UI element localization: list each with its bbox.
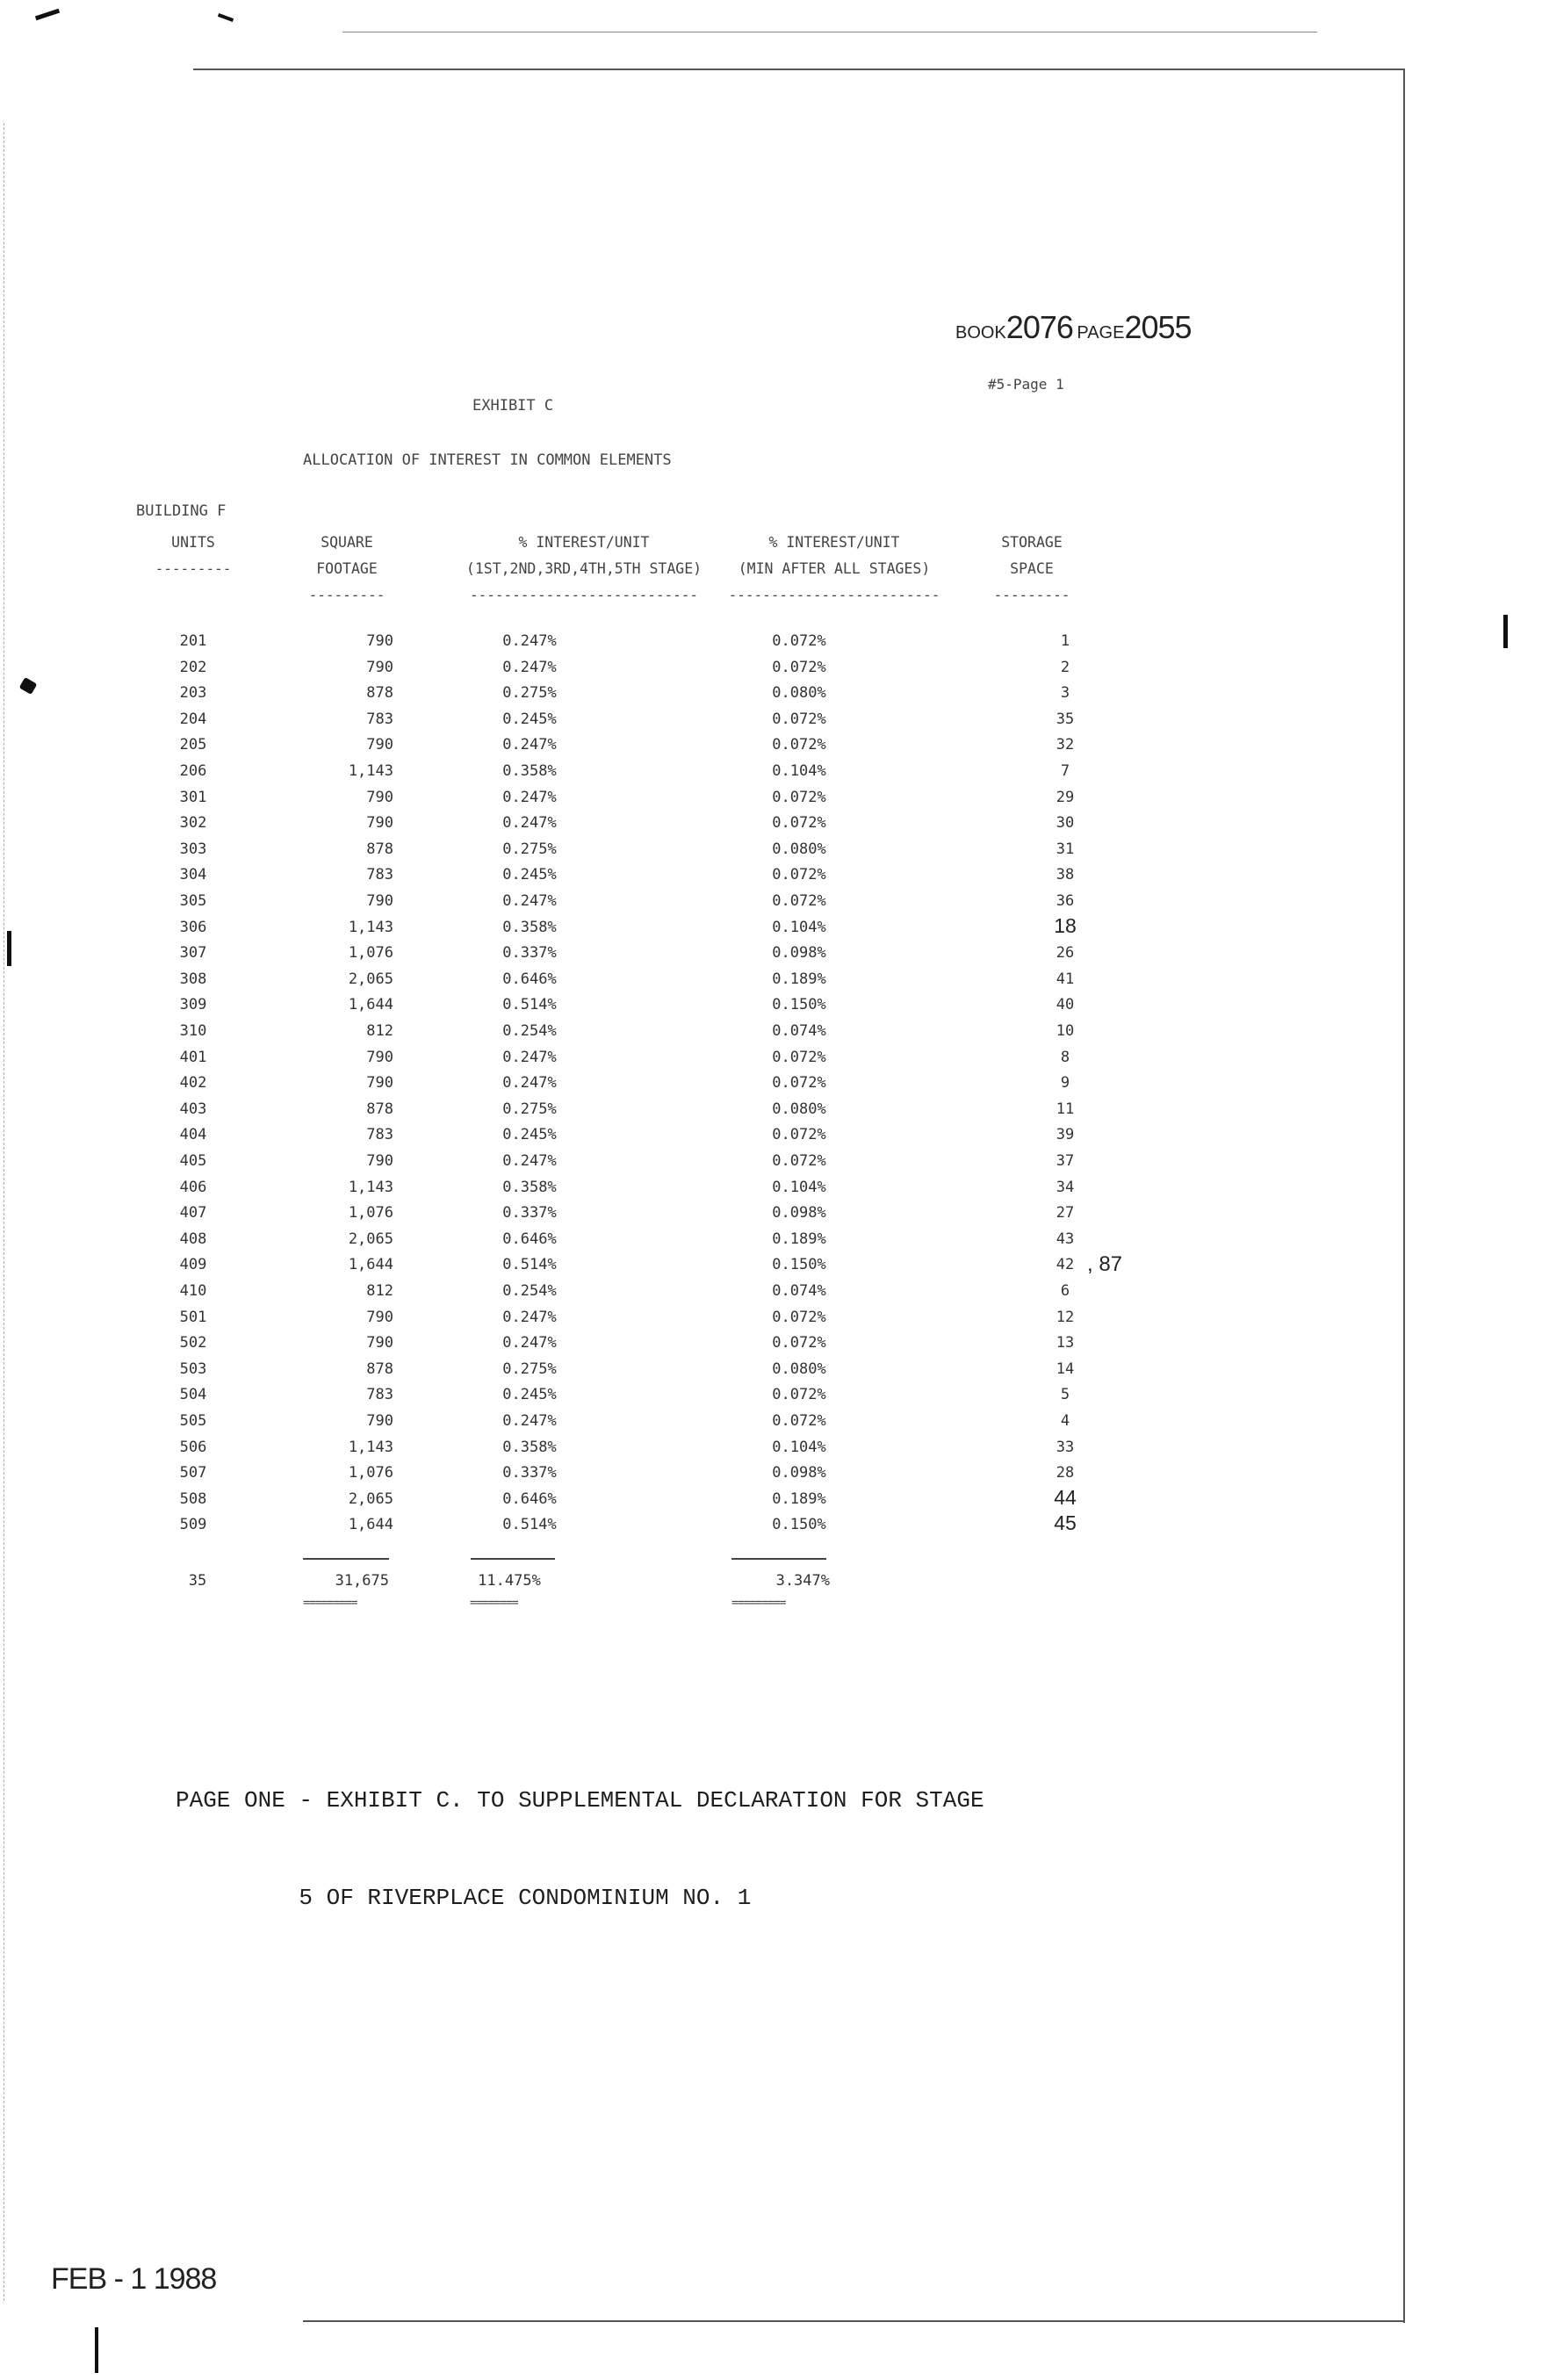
square-footage-cell: 2,065 (348, 1230, 393, 1248)
interest-stage-cell: 0.247% (502, 1048, 557, 1066)
unit-cell: 309 (179, 996, 207, 1014)
table-row (0, 1252, 1229, 1282)
interest-stage-cell: 0.245% (502, 1386, 557, 1404)
interest-min-cell: 0.074% (772, 1022, 826, 1040)
column-header-line: UNITS (171, 534, 215, 551)
storage-cell: 34 (1056, 1178, 1075, 1196)
interest-stage-cell: 0.358% (502, 1178, 557, 1196)
storage-cell: 45 (1054, 1511, 1077, 1535)
interest-stage-cell: 0.514% (502, 996, 557, 1014)
storage-cell: 40 (1056, 996, 1075, 1014)
storage-cell: 32 (1056, 736, 1075, 754)
interest-stage-cell: 0.275% (502, 684, 557, 703)
total-interest-stage: 11.475% (478, 1572, 541, 1590)
unit-cell: 302 (179, 814, 207, 833)
unit-cell: 406 (179, 1178, 207, 1196)
total-rule-p2 (731, 1558, 826, 1560)
interest-stage-cell: 0.254% (502, 1282, 557, 1300)
storage-cell: 33 (1056, 1438, 1075, 1456)
square-footage-cell: 790 (366, 1048, 393, 1066)
interest-stage-cell: 0.514% (502, 1516, 557, 1534)
interest-min-cell: 0.072% (772, 788, 826, 806)
square-footage-cell: 878 (366, 684, 393, 703)
table-row (0, 1439, 1229, 1465)
storage-cell: 38 (1056, 866, 1075, 884)
interest-stage-cell: 0.337% (502, 1204, 557, 1222)
column-header-line: (MIN AFTER ALL STAGES) (738, 560, 931, 577)
unit-cell: 307 (179, 944, 207, 963)
storage-cell: 13 (1056, 1334, 1075, 1352)
table-row (0, 684, 1229, 710)
table-row (0, 1049, 1229, 1075)
interest-stage-cell: 0.646% (502, 1489, 557, 1508)
square-footage-cell: 2,065 (348, 1489, 393, 1508)
unit-cell: 205 (179, 736, 207, 754)
square-footage-cell: 790 (366, 1074, 393, 1093)
square-footage-cell: 783 (366, 1126, 393, 1144)
square-footage-cell: 1,644 (348, 996, 393, 1014)
unit-cell: 305 (179, 892, 207, 910)
interest-stage-cell: 0.247% (502, 1412, 557, 1430)
unit-cell: 204 (179, 710, 207, 728)
table-row (0, 1204, 1229, 1230)
square-footage-cell: 790 (366, 1412, 393, 1430)
allocation-title: ALLOCATION OF INTEREST IN COMMON ELEMENTS (303, 451, 672, 469)
storage-cell: 11 (1056, 1100, 1075, 1118)
table-row (0, 1179, 1229, 1205)
book-page-stamp (955, 309, 1192, 346)
table-row (0, 1022, 1229, 1049)
unit-cell: 503 (179, 1359, 207, 1378)
interest-stage-cell: 0.245% (502, 710, 557, 728)
table-row (0, 659, 1229, 685)
unit-cell: 310 (179, 1022, 207, 1040)
interest-stage-cell: 0.514% (502, 1256, 557, 1274)
storage-cell: 9 (1060, 1074, 1070, 1093)
interest-min-cell: 0.072% (772, 814, 826, 833)
square-footage-cell: 1,076 (348, 1464, 393, 1482)
double-rule: ======== (470, 1597, 518, 1610)
table-row (0, 632, 1229, 659)
interest-min-cell: 0.072% (772, 1308, 826, 1326)
unit-cell: 203 (179, 684, 207, 703)
caption-line-1: PAGE ONE - EXHIBIT C. TO SUPPLEMENTAL DECLARATION FOR STAGE (176, 1787, 984, 1814)
column-header-line: (1ST,2ND,3RD,4TH,5TH STAGE) (465, 560, 703, 577)
interest-min-cell: 0.104% (772, 1178, 826, 1196)
storage-cell: 10 (1056, 1022, 1075, 1040)
storage-cell: 43 (1056, 1230, 1075, 1248)
storage-cell: 4 (1060, 1412, 1070, 1430)
storage-cell: 1 (1060, 632, 1070, 650)
storage-cell: 14 (1056, 1359, 1075, 1378)
interest-min-cell: 0.104% (772, 918, 826, 936)
storage-cell: 29 (1056, 788, 1075, 806)
interest-stage-cell: 0.358% (502, 918, 557, 936)
square-footage-cell: 1,644 (348, 1516, 393, 1534)
square-footage-cell: 878 (366, 840, 393, 858)
unit-cell: 407 (179, 1204, 207, 1222)
storage-cell: 41 (1056, 970, 1075, 988)
storage-cell: 35 (1056, 710, 1075, 728)
interest-min-cell: 0.072% (772, 866, 826, 884)
square-footage-cell: 790 (366, 632, 393, 650)
square-footage-cell: 1,076 (348, 1204, 393, 1222)
square-footage-cell: 878 (366, 1359, 393, 1378)
table-row (0, 1412, 1229, 1439)
column-underline: --------------------------- (469, 587, 699, 603)
storage-extra-note: , 87 (1087, 1252, 1123, 1277)
unit-cell: 410 (179, 1282, 207, 1300)
interest-stage-cell: 0.247% (502, 1308, 557, 1326)
table-row (0, 1511, 1229, 1542)
unit-cell: 508 (179, 1489, 207, 1508)
table-row (0, 762, 1229, 789)
square-footage-cell: 790 (366, 1334, 393, 1352)
interest-min-cell: 0.072% (772, 1334, 826, 1352)
storage-cell: 42 (1056, 1256, 1075, 1274)
page-label: PAGE (1077, 323, 1125, 343)
storage-cell: 37 (1056, 1152, 1075, 1170)
unit-cell: 502 (179, 1334, 207, 1352)
table-row (0, 944, 1229, 970)
interest-stage-cell: 0.337% (502, 944, 557, 963)
interest-stage-cell: 0.247% (502, 1334, 557, 1352)
scan-speck (35, 9, 60, 20)
square-footage-cell: 1,143 (348, 1438, 393, 1456)
storage-cell: 28 (1056, 1464, 1075, 1482)
unit-cell: 408 (179, 1230, 207, 1248)
square-footage-cell: 783 (366, 866, 393, 884)
storage-cell: 5 (1060, 1386, 1070, 1404)
square-footage-cell: 2,065 (348, 970, 393, 988)
unit-cell: 403 (179, 1100, 207, 1118)
interest-min-cell: 0.098% (772, 1464, 826, 1482)
column-header-square-footage (294, 530, 400, 609)
storage-cell: 3 (1060, 684, 1070, 703)
interest-min-cell: 0.072% (772, 1412, 826, 1430)
date-stamp: FEB - 1 1988 (51, 2262, 217, 2296)
interest-min-cell: 0.189% (772, 1230, 826, 1248)
square-footage-cell: 812 (366, 1282, 393, 1300)
interest-min-cell: 0.080% (772, 684, 826, 703)
caption-line-2: 5 OF RIVERPLACE CONDOMINIUM NO. 1 (176, 1885, 752, 1911)
table-row (0, 710, 1229, 737)
column-header-line: % INTEREST/UNIT (768, 534, 900, 551)
interest-stage-cell: 0.247% (502, 1152, 557, 1170)
column-header-storage (984, 530, 1080, 609)
storage-cell: 6 (1060, 1282, 1070, 1300)
interest-min-cell: 0.072% (772, 1386, 826, 1404)
storage-cell: 44 (1054, 1485, 1077, 1509)
square-footage-cell: 790 (366, 788, 393, 806)
interest-stage-cell: 0.646% (502, 970, 557, 988)
table-row (0, 1282, 1229, 1309)
interest-min-cell: 0.189% (772, 1489, 826, 1508)
interest-min-cell: 0.080% (772, 840, 826, 858)
storage-cell: 39 (1056, 1126, 1075, 1144)
column-header-interest-min (720, 530, 948, 609)
table-row (0, 1360, 1229, 1387)
total-rule-sqft (303, 1558, 389, 1560)
unit-cell: 308 (179, 970, 207, 988)
interest-min-cell: 0.098% (772, 1204, 826, 1222)
unit-cell: 303 (179, 840, 207, 858)
interest-stage-cell: 0.275% (502, 1359, 557, 1378)
exhibit-title: EXHIBIT C (472, 397, 554, 415)
interest-stage-cell: 0.337% (502, 1464, 557, 1482)
square-footage-cell: 790 (366, 892, 393, 910)
interest-stage-cell: 0.247% (502, 736, 557, 754)
table-row (0, 913, 1229, 945)
interest-stage-cell: 0.247% (502, 892, 557, 910)
interest-stage-cell: 0.247% (502, 658, 557, 676)
interest-min-cell: 0.104% (772, 762, 826, 780)
interest-stage-cell: 0.245% (502, 1126, 557, 1144)
unit-cell: 402 (179, 1074, 207, 1093)
column-underline: --------- (308, 587, 386, 603)
unit-cell: 401 (179, 1048, 207, 1066)
table-row (0, 1386, 1229, 1412)
interest-min-cell: 0.072% (772, 1152, 826, 1170)
column-header-line: SPACE (1010, 560, 1054, 577)
unit-cell: 409 (179, 1256, 207, 1274)
unit-cell: 301 (179, 788, 207, 806)
interest-min-cell: 0.104% (772, 1438, 826, 1456)
scan-border-right (1403, 70, 1405, 2323)
square-footage-cell: 790 (366, 1152, 393, 1170)
interest-min-cell: 0.189% (772, 970, 826, 988)
unit-cell: 201 (179, 632, 207, 650)
column-underline: --------- (155, 560, 232, 577)
scan-speck (1503, 615, 1508, 648)
table-row (0, 736, 1229, 762)
unit-cell: 405 (179, 1152, 207, 1170)
square-footage-cell: 1,076 (348, 944, 393, 963)
double-rule: ========= (303, 1597, 357, 1610)
interest-min-cell: 0.072% (772, 736, 826, 754)
book-label: BOOK (955, 323, 1006, 343)
storage-cell: 26 (1056, 944, 1075, 963)
page-number: 2055 (1124, 309, 1192, 345)
column-header-units (141, 530, 246, 582)
square-footage-cell: 783 (366, 1386, 393, 1404)
column-header-line: STORAGE (1001, 534, 1063, 551)
square-footage-cell: 1,644 (348, 1256, 393, 1274)
table-row (0, 866, 1229, 892)
unit-cell: 506 (179, 1438, 207, 1456)
table-row (0, 1126, 1229, 1152)
column-header-interest-stage (443, 530, 724, 609)
storage-cell: 36 (1056, 892, 1075, 910)
interest-stage-cell: 0.275% (502, 840, 557, 858)
square-footage-cell: 790 (366, 1308, 393, 1326)
column-header-line: FOOTAGE (316, 560, 378, 577)
page-reference: #5-Page 1 (988, 376, 1064, 393)
total-square-footage: 31,675 (335, 1572, 389, 1590)
interest-stage-cell: 0.247% (502, 1074, 557, 1093)
book-number: 2076 (1005, 309, 1073, 345)
interest-stage-cell: 0.247% (502, 788, 557, 806)
scan-border-bottom (303, 2320, 1405, 2322)
column-underline: ------------------------- (728, 587, 940, 603)
table-row (0, 1309, 1229, 1335)
interest-min-cell: 0.072% (772, 1074, 826, 1093)
storage-cell: 2 (1060, 658, 1070, 676)
unit-cell: 306 (179, 918, 207, 936)
interest-min-cell: 0.072% (772, 710, 826, 728)
interest-stage-cell: 0.646% (502, 1230, 557, 1248)
square-footage-cell: 878 (366, 1100, 393, 1118)
storage-cell: 31 (1056, 840, 1075, 858)
interest-min-cell: 0.072% (772, 658, 826, 676)
interest-min-cell: 0.080% (772, 1100, 826, 1118)
table-row (0, 1074, 1229, 1100)
square-footage-cell: 790 (366, 658, 393, 676)
square-footage-cell: 1,143 (348, 918, 393, 936)
interest-stage-cell: 0.247% (502, 632, 557, 650)
interest-min-cell: 0.072% (772, 632, 826, 650)
unit-cell: 504 (179, 1386, 207, 1404)
interest-min-cell: 0.074% (772, 1282, 826, 1300)
column-underline: --------- (993, 587, 1070, 603)
square-footage-cell: 1,143 (348, 1178, 393, 1196)
unit-cell: 202 (179, 658, 207, 676)
building-label: BUILDING F (136, 502, 227, 520)
square-footage-cell: 790 (366, 814, 393, 833)
scan-border-top (193, 69, 1405, 70)
interest-min-cell: 0.150% (772, 1516, 826, 1534)
table-row (0, 814, 1229, 840)
storage-cell: 7 (1060, 762, 1070, 780)
interest-min-cell: 0.150% (772, 996, 826, 1014)
total-units: 35 (188, 1572, 207, 1590)
scan-speck (218, 13, 234, 22)
unit-cell: 507 (179, 1464, 207, 1482)
total-rule-p1 (471, 1558, 555, 1560)
interest-min-cell: 0.072% (772, 1048, 826, 1066)
table-row (0, 996, 1229, 1022)
scan-speck (95, 2327, 98, 2373)
unit-cell: 404 (179, 1126, 207, 1144)
interest-min-cell: 0.072% (772, 1126, 826, 1144)
storage-cell: 18 (1054, 913, 1077, 937)
column-header-line: SQUARE (321, 534, 373, 551)
interest-min-cell: 0.098% (772, 944, 826, 963)
interest-stage-cell: 0.275% (502, 1100, 557, 1118)
table-row (0, 789, 1229, 815)
column-header-line: % INTEREST/UNIT (518, 534, 650, 551)
square-footage-cell: 812 (366, 1022, 393, 1040)
unit-cell: 304 (179, 866, 207, 884)
storage-cell: 30 (1056, 814, 1075, 833)
interest-min-cell: 0.080% (772, 1359, 826, 1378)
storage-cell: 8 (1060, 1048, 1070, 1066)
interest-stage-cell: 0.247% (502, 814, 557, 833)
interest-stage-cell: 0.358% (502, 762, 557, 780)
table-row (0, 1334, 1229, 1360)
interest-stage-cell: 0.254% (502, 1022, 557, 1040)
unit-cell: 505 (179, 1412, 207, 1430)
table-row (0, 970, 1229, 997)
square-footage-cell: 790 (366, 736, 393, 754)
exhibit-caption (176, 1720, 984, 1947)
table-row (0, 1152, 1229, 1179)
total-interest-min: 3.347% (775, 1572, 830, 1590)
square-footage-cell: 783 (366, 710, 393, 728)
double-rule: ========= (731, 1597, 786, 1610)
unit-cell: 206 (179, 762, 207, 780)
square-footage-cell: 1,143 (348, 762, 393, 780)
table-row (0, 840, 1229, 867)
interest-min-cell: 0.072% (772, 892, 826, 910)
unit-cell: 509 (179, 1516, 207, 1534)
interest-stage-cell: 0.245% (502, 866, 557, 884)
interest-stage-cell: 0.358% (502, 1438, 557, 1456)
table-row (0, 1230, 1229, 1257)
storage-cell: 27 (1056, 1204, 1075, 1222)
interest-min-cell: 0.150% (772, 1256, 826, 1274)
table-row (0, 1100, 1229, 1127)
storage-cell: 12 (1056, 1308, 1075, 1326)
unit-cell: 501 (179, 1308, 207, 1326)
